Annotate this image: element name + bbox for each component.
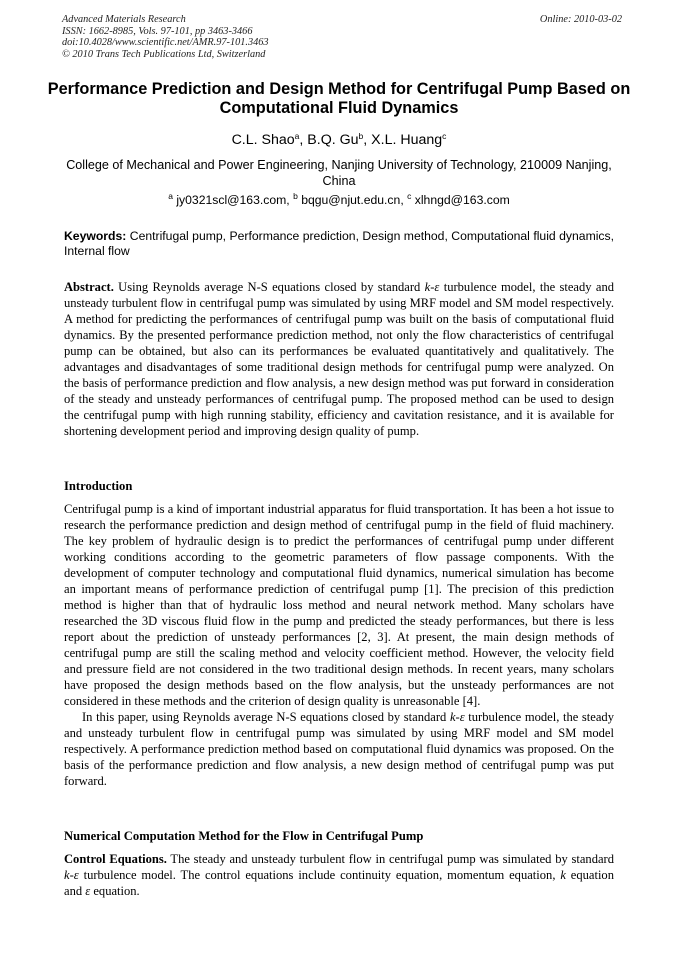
symbol-k: k — [424, 280, 431, 294]
journal-name: Advanced Materials Research — [62, 14, 186, 25]
symbol-k: k — [64, 868, 70, 882]
online-date: Online: 2010-03-02 — [539, 14, 622, 25]
author-name: B.Q. Gu — [307, 132, 359, 148]
affiliation: College of Mechanical and Power Engineering, Nanjing University of Technology, 210009 Nanjing, China — [66, 158, 612, 188]
author-name: X.L. Huang — [371, 132, 443, 148]
abstract-text: turbulence model, the steady and unsteady turbulent flow in centrifugal pump was simulated by using MRF model and SM model respectively. A method for predicting the performances of centrifugal pump was built on the basis of computational fluid dynamics. By the presented performance prediction method, not only the flow characteristics of centrifugal pump can be obtained, but also can its performances be evaluated quantitatively and qualitatively. The advantages and disadvantages of some traditional design methods for centrifugal pump were analyzed. On the basis of performance prediction and flow analysis, a new design method was put forward in consideration of the steady and unsteady performances of centrifugal pump. The proposed method can be used to design the centrifugal pump with high running stability, efficiency and cavitation resistance, and it is available for shortening development period and improving design quality of pump. — [64, 280, 614, 438]
author-separator: , — [363, 132, 372, 148]
symbol-dash: - — [455, 710, 460, 724]
paragraph-text: equation and — [64, 868, 614, 898]
email-separator: , — [286, 193, 294, 207]
subsection-label: Control Equations. — [64, 852, 167, 866]
abstract-text: Using Reynolds average N-S equations closed by standard — [118, 280, 425, 294]
author-list — [0, 131, 678, 149]
symbol-epsilon: ε — [459, 710, 465, 724]
control-equations-paragraph — [64, 851, 614, 899]
symbol-epsilon: ε — [85, 884, 91, 898]
email-list — [0, 192, 678, 208]
symbol-dash: - — [69, 868, 74, 882]
symbol-dash: - — [430, 280, 435, 294]
paragraph-text: turbulence model. The control equations include continuity equation, momentum equation, — [78, 868, 561, 882]
copyright-line: © 2010 Trans Tech Publications Ltd, Switzerland — [62, 48, 266, 60]
section-heading-numerical: Numerical Computation Method for the Flow in Centrifugal Pump — [64, 829, 424, 843]
section-heading-introduction: Introduction — [64, 479, 133, 493]
abstract — [64, 279, 614, 439]
paragraph-text: turbulence model, the steady and unsteady turbulent flow in centrifugal pump was simulated by using MRF model and SM model respectively. A performance prediction method based on computational fluid dynamics was proposed. On the basis of the performance prediction and flow analysis, a new design method of centrifugal pump was put forward. — [64, 710, 614, 788]
email-address[interactable]: bqgu@njut.edu.cn — [301, 193, 401, 207]
author-name: C.L. Shao — [231, 132, 295, 148]
email-mark: b — [293, 191, 298, 201]
running-header — [62, 14, 622, 60]
email-address[interactable]: xlhngd@163.com — [414, 193, 510, 207]
author-affil-mark: c — [442, 131, 447, 141]
keywords-label: Keywords: — [64, 229, 127, 243]
author-separator: , — [299, 132, 308, 148]
issn-line: ISSN: 1662-8985, Vols. 97-101, pp 3463-3466 — [62, 25, 253, 37]
keywords-text: Centrifugal pump, Performance prediction, Design method, Computational fluid dynamics, Internal flow — [64, 229, 615, 259]
symbol-k: k — [449, 710, 456, 724]
keywords — [64, 229, 614, 260]
author-affil-mark: b — [358, 131, 364, 141]
doi-line: doi:10.4028/www.scientific.net/AMR.97-101.3463 — [62, 37, 269, 49]
email-address[interactable]: jy0321scl@163.com — [176, 193, 287, 207]
introduction-body — [64, 501, 614, 789]
paragraph — [64, 709, 614, 789]
paragraph-text: In this paper, using Reynolds average N-S equations closed by standard — [82, 710, 450, 724]
author-affil-mark: a — [294, 131, 300, 141]
symbol-k: k — [560, 868, 566, 882]
email-mark: c — [407, 191, 412, 201]
symbol-epsilon: ε — [434, 280, 440, 294]
paper-title: Performance Prediction and Design Method for Centrifugal Pump Based on Computational Fluid Dynamics — [47, 80, 631, 117]
abstract-label: Abstract. — [64, 280, 114, 294]
paragraph-text: The steady and unsteady turbulent flow in centrifugal pump was simulated by standard — [170, 852, 614, 866]
email-separator: , — [400, 193, 408, 207]
symbol-epsilon: ε — [73, 868, 79, 882]
paragraph-text: equation. — [90, 884, 140, 898]
paragraph: Centrifugal pump is a kind of important industrial apparatus for fluid transportation. It has been a hot issue to research the performance prediction and design method of centrifugal pump in the field of fluid machinery. The key problem of hydraulic design is to predict the performances of centrifugal pump under different working conditions according to the geometric parameters of flow passage components. With the development of computer technology and computational fluid dynamics, numerical simulation has become an important means of performance prediction of centrifugal pump [1]. The precision of this prediction method is higher than that of hydraulic loss method and neural network method. Many scholars have researched the 3D viscous fluid flow in the pump and predicted the steady performances, but there is less report about the prediction of unsteady performances [2, 3]. At present, the main design methods of centrifugal pump are still the scaling method and velocity coefficient method. However, the velocity field and pressure field are not considered in the two traditional design methods. In recent years, many scholars have proposed the design methods based on the flow analysis, but the unsteady performances are not considered in these methods and the criterion of design quality is unreasonable [4]. — [64, 502, 614, 708]
email-mark: a — [168, 191, 173, 201]
